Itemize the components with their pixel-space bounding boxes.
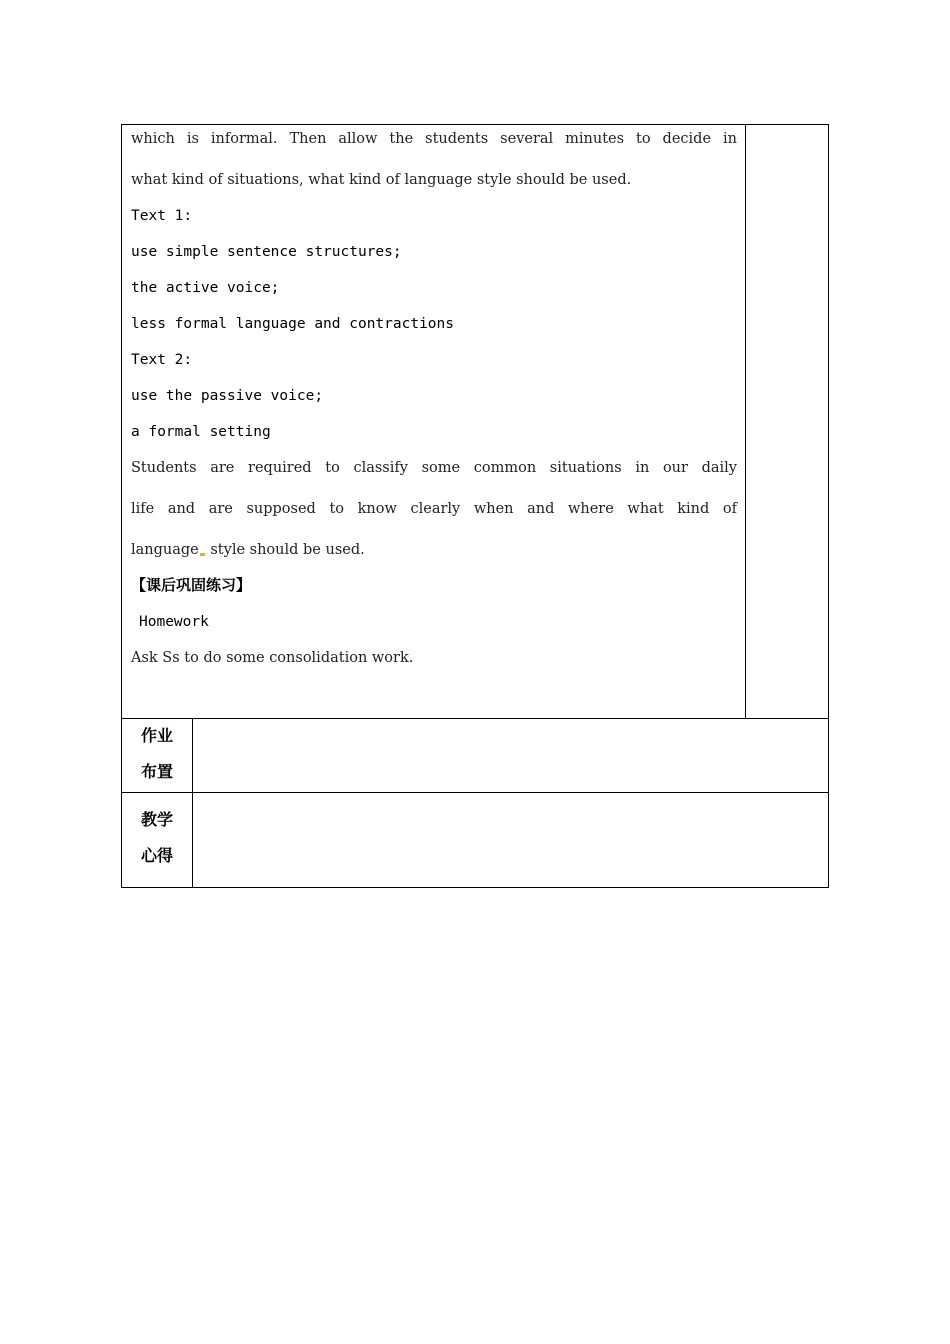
content-cell [122,125,746,719]
lesson-plan-table [121,124,829,888]
homework-label: 布置 [140,762,173,781]
homework-label: 作业 [140,726,173,745]
text-line: use the passive voice; [131,388,324,404]
reflection-label: 教学 [140,810,173,829]
text-fragment: language [131,542,199,558]
reflection-row [122,793,828,887]
homework-heading: Homework [139,614,209,630]
text-line: less formal language and contractions [131,316,455,332]
highlight-mark [200,553,205,556]
text-line: Ask Ss to do some consolidation work. [131,650,414,666]
homework-label-cell [122,719,193,792]
text-line: use simple sentence structures; [131,244,402,260]
text-line: Text 2: [131,352,193,368]
text-fragment: style should be used. [210,542,365,558]
text-line: life and are supposed to know clearly when and where what kind of [131,501,737,517]
text-line: the active voice; [131,280,280,296]
text-line [131,541,365,559]
reflection-label-cell [122,793,193,887]
homework-row [122,719,828,793]
section-heading: 【课后巩固练习】 [131,576,252,594]
side-cell [746,125,828,719]
text-line: Text 1: [131,208,193,224]
text-line: which is informal. Then allow the students several minutes to decide in [131,131,737,147]
text-line: a formal setting [131,424,271,440]
text-line: what kind of situations, what kind of language style should be used. [131,172,632,188]
text-line: Students are required to classify some common situations in our daily [131,460,737,476]
reflection-label: 心得 [140,846,173,865]
